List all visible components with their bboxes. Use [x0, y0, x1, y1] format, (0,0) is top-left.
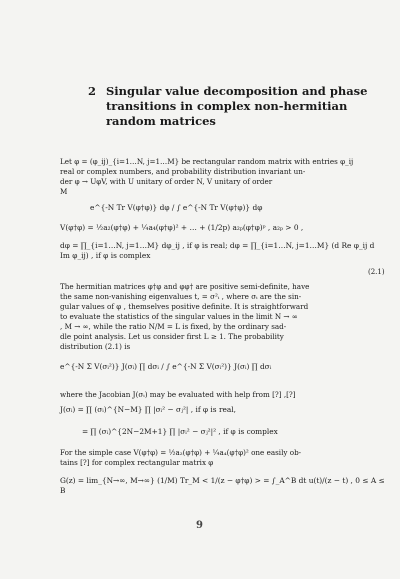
intro-line-2: real or complex numbers, and probability distribution invariant un- [60, 167, 306, 176]
para2-line-4: to evaluate the statistics of the singular values in the limit N → ∞ [60, 312, 298, 321]
section-number: 2 [88, 84, 97, 98]
para3-line-2: tains [?] for complex rectangular matrix φ [60, 458, 214, 467]
para2-line-6: dle point analysis. Let us consider first L ≥ 1. The probability [60, 332, 284, 341]
para2-line-2: the same non-vanishing eigenvalues t, = σ²ᵢ , where σᵢ are the sin- [60, 292, 302, 301]
green-function-equation: G(z) = lim_{N→∞, M→∞} (1/M) Tr_M < 1/(z − φ†φ) > = ∫_A^B dt u(t)/(z − t) , 0 ≤ A ≤ B [60, 476, 385, 495]
potential-equation: V(φ†φ) = ½a₂(φ†φ) + ¼a₄(φ†φ)² + … + (1/2p) a₂ₚ(φ†φ)ᵖ , a₂ₚ > 0 , [60, 223, 304, 232]
dphi-equation: dφ = ∏_{i=1…N, j=1…M} dφ_ij , if φ is real; dφ = ∏_{i=1…N, j=1…M} (d Re φ_ij d Im φ_ij) , if φ is complex [60, 241, 375, 260]
section-title: Singular value decomposition and phase transitions in complex non-hermitian random matrices [106, 84, 368, 128]
para2-line-7: distribution (2.1) is [60, 342, 131, 351]
jacobian-real: J(σᵢ) = ∏ (σᵢ)^{N−M} ∏ |σᵢ² − σⱼ²| , if φ is real, [60, 405, 236, 414]
intro-line-4: M [60, 187, 68, 196]
measure-equation: e^{-N Tr V(φ†φ)} dφ / ∫ e^{-N Tr V(φ†φ)} dφ [90, 203, 263, 212]
equation-number: (2.1) [368, 268, 385, 276]
para2-line-1: The hermitian matrices φ†φ and φφ† are positive semi-definite, have [60, 282, 310, 291]
singular-value-equation: e^{-N Σ V(σᵢ²)} J(σᵢ) ∏ dσᵢ / ∫ e^{-N Σ V(σᵢ²)} J(σᵢ) ∏ dσᵢ [60, 362, 272, 371]
para2-line-3: gular values of φ , themselves positive definite. It is straightforward [60, 302, 309, 311]
jacobian-intro: where the Jacobian J(σᵢ) may be evaluated with help from [?] ,[?] [60, 390, 296, 399]
page-number: 9 [196, 520, 203, 531]
para3-line-1: For the simple case V(φ†φ) = ½a₂(φ†φ) + ¼a₄(φ†φ)² one easily ob- [60, 448, 302, 457]
jacobian-complex: = ∏ (σᵢ)^{2N−2M+1} ∏ |σᵢ² − σⱼ²|² , if φ is complex [82, 427, 278, 436]
intro-line-1: Let φ = (φ_ij)_{i=1…N, j=1…M} be rectangular random matrix with entries φ_ij [60, 157, 354, 166]
section-heading [88, 84, 368, 129]
para2-line-5: , M → ∞, while the ratio N/M = L is fixed, by the ordinary sad- [60, 322, 287, 331]
intro-line-3: der φ → UφV, with U unitary of order N, V unitary of order [60, 177, 273, 186]
